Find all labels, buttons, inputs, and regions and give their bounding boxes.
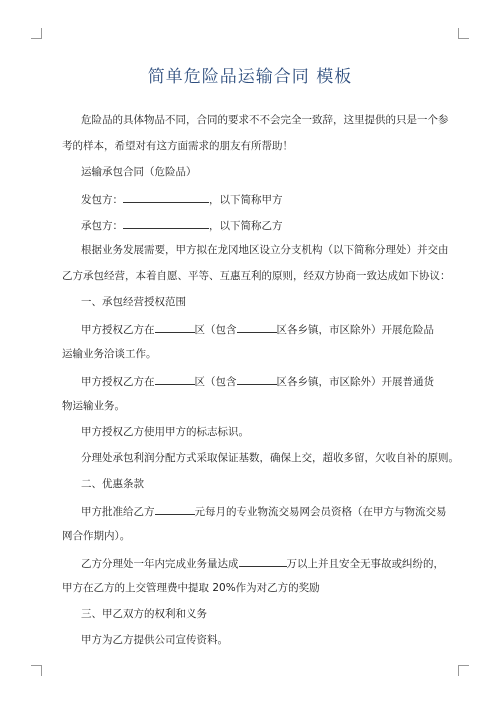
section1-p3: 甲方授权乙方使用甲方的标志标识。: [81, 426, 249, 438]
party-a-blank: [123, 191, 209, 203]
intro-line-2: 考的样本，希望对有这方面需求的朋友有所帮助！: [62, 140, 293, 152]
section1-p4: 分理处承包利润分配方式采取保证基数，确保上交，超收多留，欠收自补的原则。: [81, 452, 459, 464]
section1-p1-text-b: 区（包含: [194, 324, 237, 336]
district-blank-1: [155, 321, 195, 333]
section1-p2-line-1: [81, 373, 446, 389]
section1-p1-text-a: 甲方授权乙方在: [81, 324, 155, 336]
section2-p1-line-2: 网合作期内）。: [62, 530, 131, 542]
section1-p1-line-2: 运输业务洽谈工作。: [62, 348, 157, 360]
section1-p1-text-c: 区各乡镇，市区除外）开展危险品: [276, 324, 434, 336]
section3-p1: 甲方为乙方提供公司宣传资料。: [81, 634, 228, 646]
corner-mark-top-right: [458, 28, 469, 39]
contract-name: 运输承包合同（危险品）: [81, 166, 197, 178]
party-a-label: 发包方：: [81, 194, 123, 206]
section1-p2-text-b: 区（包含: [194, 376, 237, 388]
party-b-label: 承包方：: [81, 220, 123, 232]
amount-blank: [155, 503, 195, 515]
district-blank-2: [237, 321, 277, 333]
section2-p2-line-1: [81, 555, 446, 571]
section3-heading: 三、甲乙双方的权利和义务: [81, 608, 207, 620]
section2-p1-text-a: 甲方批准给乙方: [81, 506, 155, 518]
section2-p2-text-a: 乙方分理处一年内完成业务量达成: [81, 558, 239, 570]
section2-p1-line-1: [81, 503, 446, 519]
section1-heading: 一、承包经营授权范围: [81, 296, 186, 308]
volume-blank: [239, 555, 287, 567]
section1-p2-text-c: 区各乡镇，市区除外）开展普通货: [276, 376, 434, 388]
document-title: 简单危险品运输合同 模板: [147, 67, 353, 87]
party-b-line: [81, 217, 446, 233]
party-a-line: [81, 191, 446, 207]
section2-p2-text-b: 万以上并且安全无事故或纠纷的，: [286, 558, 444, 570]
district-blank-4: [237, 373, 277, 385]
corner-mark-bottom-right: [458, 665, 469, 676]
preamble-line-2: 乙方承包经营，本着自愿、平等、互惠互利的原则，经双方协商一致达成如下协议：: [62, 270, 451, 282]
section2-p1-text-b: 元每月的专业物流交易网会员资格（在甲方与物流交易: [194, 506, 447, 518]
section2-p2-line-2: 甲方在乙方的上交管理费中提取 20%作为对乙方的奖励: [62, 582, 320, 594]
preamble-line-1: 根据业务发展需要，甲方拟在龙冈地区设立分支机构（以下简称分理处）并交由: [81, 244, 449, 256]
party-b-suffix: ，以下简称乙方: [209, 220, 283, 232]
section1-p2-text-a: 甲方授权乙方在: [81, 376, 155, 388]
party-a-suffix: ，以下简称甲方: [209, 194, 283, 206]
section1-p1-line-1: [81, 321, 446, 337]
party-b-blank: [123, 217, 209, 229]
corner-mark-top-left: [31, 28, 42, 39]
corner-mark-bottom-left: [31, 665, 42, 676]
section2-heading: 二、优惠条款: [81, 478, 144, 490]
district-blank-3: [155, 373, 195, 385]
section1-p2-line-2: 物运输业务。: [62, 400, 125, 412]
intro-line-1: 危险品的具体物品不同，合同的要求不不会完全一致辞，这里提供的只是一个参: [81, 114, 449, 126]
